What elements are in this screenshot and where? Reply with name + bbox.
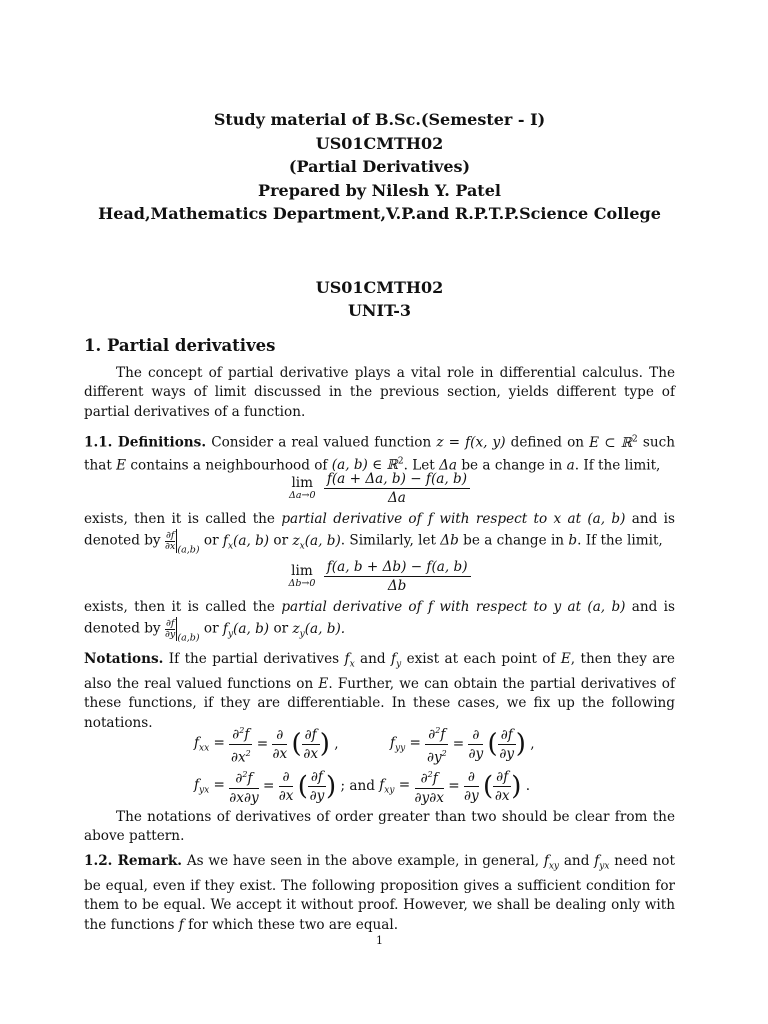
text: defined on [510, 434, 585, 451]
math: E [116, 457, 127, 474]
title-line-1: Study material of B.Sc.(Semester - I) [213, 110, 546, 129]
text: As we have seen in the above example, in general, [186, 853, 540, 869]
math: E [318, 676, 329, 693]
math: E [560, 651, 571, 667]
partial-y-paragraph [84, 598, 675, 648]
text: or [203, 620, 219, 637]
text: such that [84, 434, 675, 474]
text: exist at each point of [406, 651, 556, 667]
lim-word: lim [291, 475, 314, 491]
text: be a change in [461, 457, 563, 474]
math: Δb [440, 532, 459, 549]
text: be a change in [463, 532, 565, 549]
text: for which these two are equal. [188, 916, 399, 933]
remark-label: 1.2. Remark. [84, 853, 183, 869]
intro-paragraph: The concept of partial derivative plays a vital role in differential calculus. The different ways of limit discussed in the previous section, yields different type of partial derivatives of a function. [84, 365, 675, 420]
text: . Further, we can obtain the partial derivatives of these functions, if they are differentiable. In these cases, we fix up the following notations. [84, 676, 675, 731]
partial-x-paragraph [84, 510, 675, 560]
unit-name: UNIT-3 [347, 301, 412, 320]
title-line-4: Prepared by Nilesh Y. Patel [258, 180, 501, 200]
math: $f_{xy}$ [543, 853, 560, 872]
text: and [360, 651, 386, 667]
fraction-numerator: f(a, b + Δb) − f(a, b) [324, 558, 471, 577]
limit-fraction [324, 558, 471, 595]
definitions-paragraph [84, 430, 675, 476]
limit-operator [289, 476, 316, 501]
lim-subscript: Δa→0 [288, 490, 316, 501]
text: or [203, 532, 219, 549]
text: exists, then it is called the [84, 599, 275, 615]
title-block [84, 108, 675, 226]
equation-fxx: $f_{xx}$ = $\frac{\partial^2f}{\partial x^2}$ = $\frac{\partial}{\partial x}$ ( $\frac{\partial f}{\partial x}$ ) , [194, 722, 339, 766]
italic-text: partial derivative of f with respect to x at [281, 511, 582, 527]
math: (a, b) [587, 511, 626, 527]
math: $z_y(a$, b). [292, 620, 346, 640]
unit-code: US01CMTH02 [315, 278, 444, 297]
text: . If the limit, [577, 532, 663, 549]
text: If the partial derivatives [168, 651, 340, 667]
math: $f_y$ [391, 651, 402, 670]
math: $f_x$ [344, 651, 355, 670]
notations-paragraph [84, 650, 675, 733]
and-word: ; and [340, 778, 375, 795]
text: and is denoted by [84, 599, 675, 637]
title-line-2: US01CMTH02 [315, 133, 444, 153]
partial-fraction: $\frac{\partial f}{\partial y}$ [165, 617, 176, 640]
eval-subscript: (a,b) [177, 544, 200, 556]
math: f [178, 916, 184, 933]
title-line-3: (Partial Derivatives) [288, 157, 471, 176]
text: , then they are also the real valued functions on [84, 651, 675, 693]
text: Consider a real valued function [211, 434, 432, 451]
fraction-denominator: Δb [387, 578, 407, 594]
math: (a, b) ∈ ℝ$^2$ [331, 456, 404, 474]
title-line-5: Head,Mathematics Department,V.P.and R.P.T.P.Science College [98, 204, 661, 223]
limit-2 [84, 558, 675, 595]
definitions-label: 1.1. Definitions. [84, 434, 207, 451]
fraction-numerator: f(a + Δa, b) − f(a, b) [324, 470, 470, 489]
limit-1 [84, 470, 675, 507]
math: z = f(x, y) [436, 434, 506, 451]
math: Δa [439, 457, 458, 474]
text: . Similarly, let [340, 532, 436, 549]
equation-fyy: $f_{yy}$ = $\frac{\partial^2f}{\partial y^2}$ = $\frac{\partial}{\partial y}$ ( $\frac{\partial f}{\partial y}$ ) , [390, 722, 535, 766]
math: $z_x(a$, b) [292, 532, 341, 552]
text: . If the limit, [574, 457, 661, 474]
text: . Let [403, 457, 435, 474]
math: a [566, 457, 575, 474]
math: $f_y(a$, b) [222, 620, 270, 640]
lim-word: lim [291, 563, 313, 579]
section-heading: 1. Partial derivatives [84, 336, 276, 355]
math: $f_x(a$, b) [222, 532, 270, 552]
math: E ⊂ ℝ$^2$ [589, 434, 638, 451]
limit-operator [288, 564, 315, 589]
math: (a, b) [587, 599, 626, 615]
fraction-denominator: Δa [387, 490, 406, 506]
notations-after-paragraph: The notations of derivatives of order greater than two should be clear from the above pattern. [84, 809, 675, 845]
equation-fyx: $f_{yx}$ = $\frac{\partial^2f}{\partial x\partial y}$ = $\frac{\partial}{\partial x}$ ( $\frac{\partial f}{\partial y}$ ) ; and $f_{xy}$ = $\frac{\partial^2f}{\partial y\partial x}$ = $\frac{\partial}{\partial y}$ ( $\frac{\partial f}{\partial x}$ ) . [194, 766, 530, 810]
eval-subscript: (a,b) [177, 632, 200, 644]
page-number: 1 [376, 934, 383, 947]
unit-block [84, 276, 675, 322]
text: need not be equal, even if they exist. The following proposition gives a sufficient condition for them to be equal. We accept it without proof. However, we shall be dealing only with the functions [84, 853, 675, 933]
math: $f_{yx}$ [594, 853, 610, 872]
remark-paragraph [84, 852, 675, 935]
text: or [273, 532, 289, 549]
math: b [568, 532, 578, 549]
text: and is denoted by [84, 511, 675, 549]
partial-fraction: $\frac{\partial f}{\partial x}$ [165, 529, 176, 552]
italic-text: partial derivative of f with respect to y at [281, 599, 582, 615]
text: and [563, 853, 590, 869]
text: or [273, 620, 289, 637]
text: exists, then it is called the [84, 511, 275, 527]
text: contains a neighbourhood of [130, 457, 328, 474]
lim-subscript: Δb→0 [288, 578, 316, 589]
notations-label: Notations. [84, 651, 164, 667]
limit-fraction [324, 470, 470, 507]
